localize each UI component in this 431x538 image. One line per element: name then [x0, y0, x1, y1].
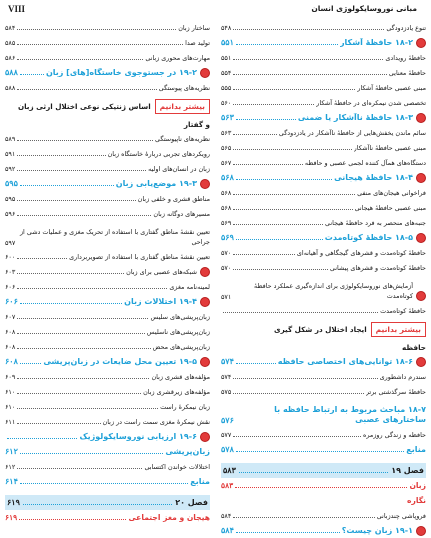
toc-entry[interactable]: [221, 260, 426, 275]
section-badge-icon: [200, 68, 210, 78]
toc-entry-title: مبنی عصبی حافظۀ ناآشکار: [353, 143, 426, 152]
toc-entry[interactable]: [5, 80, 210, 95]
toc-entry-title: نظریه‌های ناپیوستگی: [155, 134, 210, 143]
toc-entry[interactable]: [5, 161, 210, 176]
section-badge-icon: [416, 113, 426, 123]
dot-leader: [17, 89, 156, 90]
toc-section-heading[interactable]: [221, 170, 426, 185]
toc-entry[interactable]: [221, 125, 426, 140]
toc-page-number: ۵۶۵: [221, 144, 232, 152]
toc-entry[interactable]: [5, 35, 210, 50]
toc-entry-title: زبان: [409, 481, 426, 490]
dot-leader: [17, 273, 124, 274]
dot-leader: [233, 254, 295, 255]
toc-entry[interactable]: [221, 140, 426, 155]
toc-left-column: [5, 20, 210, 525]
section-badge-icon: [416, 38, 426, 48]
section-badge-icon: [416, 291, 426, 301]
toc-entry-title: ۱۹-۶ ارزیابی نوروسایکولوژیک: [79, 432, 197, 441]
toc-page-number: ۵۵۱: [221, 38, 234, 47]
toc-page-number: ۵۷۰: [221, 264, 232, 272]
toc-entry-title: تعیین نقشۀ مناطق گفتاری با استفاده از تحریک مغزی و عملیات دشی از جراحی: [19, 228, 210, 246]
learn-more-title: اساس ژنتیکی نوعی اختلال ارثی زبان: [17, 102, 151, 111]
toc-page-number: ۶۰۷: [5, 313, 16, 321]
page-header: [8, 4, 423, 18]
toc-page-number: ۶۰۸: [5, 328, 16, 336]
dot-leader: [17, 59, 143, 60]
dot-leader: [233, 269, 328, 270]
toc-entry-title: ۱۹-۳ موضع‌یابی زبان: [115, 179, 197, 188]
toc-entry[interactable]: [5, 369, 210, 384]
toc-page-number: ۵۶۳: [221, 113, 234, 122]
toc-page-number: ۵۴۸: [221, 24, 232, 32]
dot-leader: [233, 209, 352, 210]
dot-leader: [233, 378, 377, 379]
section-badge-icon: [416, 173, 426, 183]
toc-entry[interactable]: [221, 80, 426, 95]
toc-entry[interactable]: [221, 427, 426, 442]
dot-leader: [17, 348, 150, 349]
section-badge-icon: [200, 357, 210, 367]
toc-page-number: ۵۹۶: [5, 210, 16, 218]
chapter-label: فصل ۱۹: [391, 466, 424, 475]
dot-leader: [17, 258, 67, 259]
toc-entry-title: حافظۀ کوتاه‌مدت: [380, 306, 426, 315]
dot-leader: [20, 303, 122, 304]
learn-more-label: بیشتر بدانیم: [155, 99, 210, 114]
toc-entry-title: جنبه‌های منحصر به فرد حافظۀ هیجانی: [325, 218, 426, 227]
learn-more-box: [221, 321, 426, 338]
toc-entry[interactable]: [5, 50, 210, 65]
dot-leader: [233, 436, 361, 437]
toc-entry[interactable]: [5, 221, 210, 249]
toc-page-number: ۵۷۷: [221, 431, 232, 439]
toc-page-number: ۵۷۶: [221, 416, 234, 425]
dot-leader: [17, 215, 151, 216]
toc-entry-title: مؤلفه‌های زیرقشری زبان: [143, 387, 210, 396]
toc-entry[interactable]: [5, 384, 210, 399]
toc-entry-title: سندرم داشطوری: [379, 372, 426, 381]
toc-entry[interactable]: [5, 206, 210, 221]
toc-page-number: ۵۹۷: [5, 240, 16, 247]
dot-leader: [17, 288, 167, 289]
toc-entry-title: تولید صدا: [185, 38, 210, 47]
toc-page-number: ۵۹۵: [5, 179, 18, 188]
toc-entry-title: زبان در انسان‌های اولیه: [148, 164, 210, 173]
toc-page-number: ۶۱۲: [5, 463, 16, 471]
toc-entry-title: رویکردهای تجربی دربارۀ خاستگاه زبان: [107, 149, 210, 158]
toc-entry-title: هیجان و مغز اجتماعی: [128, 513, 210, 522]
toc-entry-title: ۱۸-۶ توانایی‌های اختصاصی حافظه: [277, 357, 413, 366]
toc-right-group-b: [221, 354, 426, 457]
toc-page-number: ۵۹۲: [5, 165, 16, 173]
chapter-leader: [239, 472, 388, 473]
dot-leader: [17, 378, 149, 379]
toc-entry-title: نظریه‌های پیوستگی: [158, 83, 210, 92]
toc-page-number: ۶۰۳: [5, 268, 16, 276]
toc-entry-title: مبنی عصبی حافظۀ هیجانی: [354, 203, 426, 212]
toc-section-heading[interactable]: [221, 230, 426, 245]
toc-page-number: ۶۰۸: [5, 357, 18, 366]
toc-entry-title: آزمایش‌های نوروسایکولوژی برای اندازه‌گیری عملکرد حافظۀ کوتاه‌مدت: [254, 282, 413, 300]
toc-right-group-a: [221, 20, 426, 318]
toc-entry-title: زبان‌پریشی‌های سلیس: [150, 312, 210, 321]
toc-section-heading[interactable]: [221, 110, 426, 125]
toc-entry-title: زبان‌پریشی: [165, 447, 210, 456]
dot-leader: [17, 318, 148, 319]
toc-entry-title: حافظۀ کوتاه‌مدت و قشرهای گیجگاهی و آهیانه‌ای: [296, 248, 426, 257]
dot-leader: [233, 104, 314, 105]
toc-section-heading[interactable]: [221, 35, 426, 50]
toc-entry[interactable]: [221, 155, 426, 170]
toc-section-heading[interactable]: [5, 294, 210, 309]
toc-page-number: ۶۰۶: [5, 297, 18, 306]
dot-leader: [233, 134, 277, 135]
dot-leader: [236, 44, 338, 45]
toc-page-number: ۶۱۴: [5, 477, 18, 486]
chapter-bar: [221, 463, 426, 478]
toc-entry-title: ساختار زبان: [178, 23, 210, 32]
toc-entry[interactable]: [221, 20, 426, 35]
toc-entry[interactable]: [5, 146, 210, 161]
toc-page-number: ۵۵۵: [221, 84, 232, 92]
toc-page-number: ۶۰۶: [5, 283, 16, 291]
dot-leader: [223, 312, 378, 313]
dot-leader: [20, 453, 163, 454]
dot-leader: [233, 164, 303, 165]
page-number: VIII: [8, 4, 26, 14]
toc-entry-title: تخصصی شدن نیمکره‌ای در حافظۀ آشکار: [316, 98, 426, 107]
dot-leader: [236, 532, 340, 533]
toc-page-number: ۵۶۰: [221, 99, 232, 107]
dot-leader: [236, 119, 296, 120]
dot-leader: [236, 179, 332, 180]
toc-page-number: ۵۸۸: [5, 84, 16, 92]
toc-entry[interactable]: [221, 200, 426, 215]
dot-leader: [233, 149, 351, 150]
toc-entry[interactable]: [5, 264, 210, 279]
toc-right-group-c: [221, 478, 426, 538]
toc-page-number: ۵۷۰: [221, 249, 232, 257]
toc-entry-title: دستگاه‌های همآل کننده لجمی عصبی و حافظه: [304, 158, 426, 167]
toc-section-heading[interactable]: [221, 354, 426, 369]
toc-page-number: ۶۱۱: [5, 418, 16, 426]
dot-leader: [17, 170, 146, 171]
learn-more-title: ایجاد اختلال در شکل گیری: [273, 325, 367, 334]
toc-entry[interactable]: [221, 508, 426, 523]
learn-more-box: [5, 98, 210, 115]
book-title: مبانی نوروسایکولوژی انسان: [311, 4, 417, 13]
toc-entry[interactable]: [5, 399, 210, 414]
toc-entry-title: نگاره: [407, 496, 426, 505]
toc-entry-title: مناطق قشری و خلفی زبان: [137, 194, 210, 203]
toc-entry-title: مؤلفه‌های قشری زبان: [151, 372, 210, 381]
toc-entry-title: فروپاشی چندزبانی: [376, 511, 426, 520]
toc-section-heading[interactable]: [5, 474, 210, 489]
section-badge-icon: [200, 179, 210, 189]
dot-leader: [233, 194, 355, 195]
toc-entry-title: ۱۸-۲ حافظۀ آشکار: [339, 38, 413, 47]
dot-leader: [233, 89, 355, 90]
dot-leader: [233, 224, 323, 225]
toc-section-heading[interactable]: [5, 354, 210, 369]
toc-page-number: ۵۵۴: [221, 69, 232, 77]
dot-leader: [233, 393, 364, 394]
toc-section-heading[interactable]: [5, 65, 210, 80]
toc-page-number: ۵۷۸: [221, 445, 234, 454]
toc-entry[interactable]: [221, 493, 426, 508]
toc-page-number: ۵۹۵: [5, 195, 16, 203]
toc-page-number: ۶۰۹: [5, 373, 16, 381]
toc-page-number: ۵۶۸: [221, 204, 232, 212]
toc-entry-title: زبان‌پریشی‌های ناسلیس: [146, 327, 210, 336]
toc-section-heading[interactable]: [5, 444, 210, 459]
dot-leader: [20, 363, 41, 364]
toc-page-number: ۵۸۴: [221, 512, 232, 520]
dot-leader: [17, 44, 183, 45]
toc-entry-title: فراخوانی هیجان‌های منفی: [357, 188, 426, 197]
toc-section-heading[interactable]: [221, 399, 426, 427]
toc-entry-title: منابع: [190, 477, 210, 486]
toc-section-heading[interactable]: [5, 176, 210, 191]
toc-page-number: ۵۸۶: [5, 54, 16, 62]
toc-entry-title: تنوع یادزدودگی: [386, 23, 426, 32]
toc-entry-title: حافظه و زندگی روزمره: [363, 430, 426, 439]
dot-leader: [19, 519, 126, 520]
toc-entry[interactable]: [221, 65, 426, 80]
toc-entry-title: مسیرهای دوگانه زبان: [153, 209, 210, 218]
dot-leader: [233, 59, 383, 60]
toc-entry-title: ۱۹-۲ در جستوجوی خاستگاه[های] زبان: [45, 68, 197, 77]
dot-leader: [235, 487, 407, 488]
toc-entry[interactable]: [5, 20, 210, 35]
toc-page-number: ۵۵۱: [221, 54, 232, 62]
section-badge-icon: [416, 233, 426, 243]
toc-section-heading[interactable]: [221, 442, 426, 457]
section-badge-icon: [200, 297, 210, 307]
dot-leader: [17, 468, 142, 469]
toc-entry-title: ۱۹-۵ تعیین محل ضایعات در زبان‌پریشی: [43, 357, 197, 366]
toc-entry[interactable]: [221, 303, 426, 318]
chapter-page: ۵۸۳: [223, 466, 236, 475]
section-badge-icon: [200, 267, 210, 277]
toc-page-number: ۵۷۵: [221, 388, 232, 396]
toc-entry-title: ۱۸-۷ مباحث مربوط به ارتباط حافظه با ساختارهای عصبی: [274, 405, 426, 424]
dot-leader: [7, 438, 77, 439]
toc-entry[interactable]: [5, 279, 210, 294]
toc-entry-title: سائم ماندن یخفش‌هایی از حافظۀ ناآشکار در یادزدودگی: [278, 128, 426, 137]
toc-entry-title: حافظۀ معنایی: [388, 68, 426, 77]
toc-page-number: ۶۰۰: [5, 253, 16, 261]
toc-page-number: ۶۱۰: [5, 388, 16, 396]
toc-page-number: ۵۸۵: [5, 39, 16, 47]
toc-page-number: ۵۷۴: [221, 357, 234, 366]
toc-entry-title: ۱۸-۵ حافظۀ کوتاه‌مدت: [324, 233, 413, 242]
toc-entry[interactable]: [5, 249, 210, 264]
chapter-leader: [23, 504, 172, 505]
dot-leader: [17, 200, 135, 201]
toc-entry[interactable]: [221, 384, 426, 399]
chapter-label: فصل ۲۰: [175, 498, 208, 507]
dot-leader: [236, 363, 276, 364]
toc-entry[interactable]: [221, 95, 426, 110]
toc-entry-title: ۱۸-۴ حافظۀ هیجانی: [334, 173, 413, 182]
toc-entry-title: زبان‌پریشی‌های محض: [152, 342, 210, 351]
toc-entry[interactable]: [221, 245, 426, 260]
toc-entry[interactable]: [5, 324, 210, 339]
toc-entry-title: حافظۀ سرگذشتی برتر: [365, 387, 426, 396]
toc-left-group-c: [5, 510, 210, 525]
toc-page-number: ۵۹۱: [5, 150, 16, 158]
toc-entry-title: تعیین نقشۀ مناطق گفتاری با استفاده از تصویربرداری: [69, 252, 210, 261]
toc-page-number: ۶۱۲: [5, 447, 18, 456]
toc-entry[interactable]: [5, 459, 210, 474]
toc-entry-title: زبان نیمکرۀ راست: [160, 402, 210, 411]
toc-entry-title: اختلالات خواندن اکتسابی: [144, 462, 210, 471]
dot-leader: [236, 239, 323, 240]
toc-page-number: ۵۶۷: [221, 159, 232, 167]
dot-leader: [17, 29, 176, 30]
learn-more-label: بیشتر بدانیم: [371, 322, 426, 337]
toc-entry-title: مهارت‌های محوری زبانی: [145, 53, 210, 62]
toc-page-number: ۶۱۹: [5, 513, 18, 522]
toc-entry[interactable]: [221, 185, 426, 200]
learn-more-continuation: و گفتار: [183, 120, 210, 129]
section-badge-icon: [416, 357, 426, 367]
dot-leader: [233, 29, 384, 30]
toc-left-group-b: [5, 131, 210, 489]
toc-entry-title: نقش نیمکرۀ مغزی سمت راست در زبان: [102, 417, 210, 426]
toc-right-column: [221, 20, 426, 538]
dot-leader: [17, 155, 105, 156]
dot-leader: [17, 393, 141, 394]
toc-page-number: ۶۰۸: [5, 343, 16, 351]
toc-entry-title: مبنی عصبی حافظۀ آشکار: [357, 83, 426, 92]
toc-entry[interactable]: [5, 339, 210, 354]
toc-left-group-a: [5, 20, 210, 95]
toc-page-number: ۵۸۴: [221, 526, 234, 535]
toc-entry[interactable]: [221, 215, 426, 230]
toc-entry[interactable]: [5, 414, 210, 429]
toc-entry[interactable]: [5, 131, 210, 146]
dot-leader: [233, 517, 374, 518]
toc-page-number: ۵۶۳: [221, 129, 232, 137]
toc-page-number: ۵۸۸: [5, 68, 18, 77]
toc-entry-title: حافظۀ رویدادی: [385, 53, 426, 62]
chapter-page: ۶۱۹: [7, 498, 20, 507]
toc-entry[interactable]: [221, 50, 426, 65]
section-badge-icon: [416, 526, 426, 536]
toc-entry-title: ۱۸-۳ حافظۀ ناآشکار یا ضمنی: [297, 113, 413, 122]
section-badge-icon: [200, 432, 210, 442]
toc-page-number: ۵۶۸: [221, 173, 234, 182]
learn-more-continuation: حافظه: [402, 343, 426, 352]
toc-entry[interactable]: [221, 369, 426, 384]
toc-page-number: ۵۸۴: [5, 24, 16, 32]
toc-page-number: ۵۶۹: [221, 219, 232, 227]
toc-page-number: ۶۱۰: [5, 403, 16, 411]
toc-entry-title: ۱۹-۴ اختلالات زبان: [124, 297, 197, 306]
dot-leader: [17, 408, 158, 409]
toc-entry[interactable]: [5, 309, 210, 324]
toc-entry[interactable]: [221, 478, 426, 493]
toc-entry-title: شبکه‌های عصبی برای زبان: [126, 267, 197, 276]
toc-entry-title: منابع: [406, 445, 426, 454]
dot-leader: [233, 74, 387, 75]
toc-entry-title: ۱۹-۱ زبان چیست؟: [341, 526, 413, 535]
toc-entry[interactable]: [5, 510, 210, 525]
dot-leader: [17, 333, 144, 334]
chapter-bar: [5, 495, 210, 510]
toc-entry[interactable]: [5, 191, 210, 206]
dot-leader: [20, 74, 44, 75]
toc-entry-title: لمینه‌نامه مغزی: [169, 282, 210, 291]
toc-page-number: ۵۸۳: [221, 481, 234, 490]
toc-entry-title: حافظۀ کوتاه‌مدت و قشرهای پیشانی: [329, 263, 426, 272]
toc-page-number: ۵۸۹: [5, 135, 16, 143]
toc-page-number: ۵۶۹: [221, 233, 234, 242]
dot-leader: [17, 423, 100, 424]
dot-leader: [20, 483, 188, 484]
dot-leader: [236, 451, 404, 452]
dot-leader: [20, 185, 114, 186]
toc-section-heading[interactable]: [5, 429, 210, 444]
dot-leader: [17, 140, 153, 141]
toc-entry[interactable]: [221, 275, 426, 303]
toc-page-number: ۵۷۱: [221, 294, 232, 301]
toc-page-number: ۵۶۸: [221, 189, 232, 197]
toc-page-number: ۵۷۴: [221, 373, 232, 381]
